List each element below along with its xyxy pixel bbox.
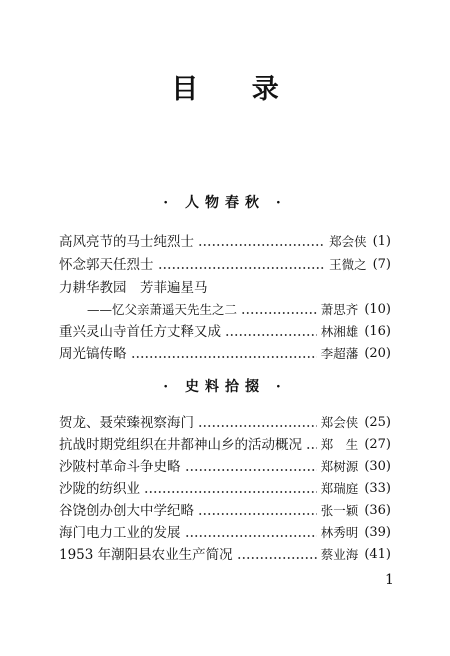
entry-author: 郑瑞庭 [320,481,359,496]
entry-author: 郑会侠 [329,234,367,249]
entry-page: (41) [364,547,391,562]
dot-leader [198,513,317,515]
entry-title: 周光镐传略 [59,346,127,362]
entry-page: (16) [364,324,391,339]
dot-leader [185,469,317,471]
entry-author: 萧思齐 [320,302,359,317]
entry-title: 重兴灵山寺首任方丈释又成 [59,324,221,340]
toc-entry-subtitle[interactable] [59,300,391,320]
entry-title: 贺龙、聂荣臻视察海门 [59,415,194,431]
entry-page: (39) [364,525,391,540]
entry-title: 1953 年潮阳县农业生产简况 [59,547,233,563]
entry-title: 抗战时期党组织在井都神山乡的活动概况 [59,437,302,453]
dot-leader [237,557,317,559]
entry-author: 郑会侠 [320,415,359,430]
entry-title: 海门电力工业的发展 [59,525,181,541]
entry-title: 谷饶创办创大中学纪略 [59,503,194,519]
entry-author: 林秀明 [320,525,359,540]
section-heading-people: · 人物春秋 · [163,195,287,211]
toc-entry[interactable] [59,545,391,565]
dot-leader [241,312,317,314]
toc-entry[interactable] [59,501,391,521]
entry-page: (30) [364,459,391,474]
toc-entry[interactable] [59,479,391,499]
entry-page: (33) [364,481,391,496]
entry-title: 沙陇的纺织业 [59,481,140,497]
page-number: 1 [385,572,394,588]
entry-author: 蔡业海 [320,547,359,562]
section-heading-history: · 史料拾掇 · [163,379,287,395]
entry-author: 王微之 [329,257,367,272]
dot-leader [198,244,325,246]
toc-entry[interactable] [59,344,391,364]
entry-page: (25) [364,415,391,430]
entry-page: (20) [364,346,391,361]
dot-leader [306,447,317,449]
dot-leader [225,334,317,336]
dot-leader [158,267,326,269]
entry-author: 张一颖 [320,503,359,518]
toc-entry[interactable] [59,322,391,342]
entry-subtitle: ——忆父亲萧遥天先生之二 [87,302,238,317]
page-title: 目 录 [171,74,301,105]
toc-entry[interactable] [59,435,391,455]
toc-entry[interactable] [59,413,391,433]
toc-entry[interactable] [59,232,391,252]
entry-title: 高风亮节的马士纯烈士 [59,234,194,250]
dot-leader [131,356,317,358]
dot-leader [144,491,317,493]
entry-page: (1) [372,234,391,249]
entry-author: 郑树源 [320,459,359,474]
entry-page: (27) [364,437,391,452]
entry-title: 沙陂村革命斗争史略 [59,459,181,475]
entry-author: 李超藩 [320,346,359,361]
dot-leader [198,425,317,427]
entry-page: (36) [364,503,391,518]
toc-entry-title-only[interactable]: 力耕华教园 芳菲遍星马 [59,280,208,296]
toc-entry[interactable] [59,457,391,477]
entry-page: (10) [364,302,391,317]
entry-author: 林湘雄 [320,324,359,339]
entry-title: 怀念郭天任烈士 [59,257,154,273]
entry-author: 郑 生 [320,437,359,452]
toc-entry[interactable] [59,255,391,275]
dot-leader [185,535,317,537]
entry-page: (7) [372,257,391,272]
toc-entry[interactable] [59,523,391,543]
